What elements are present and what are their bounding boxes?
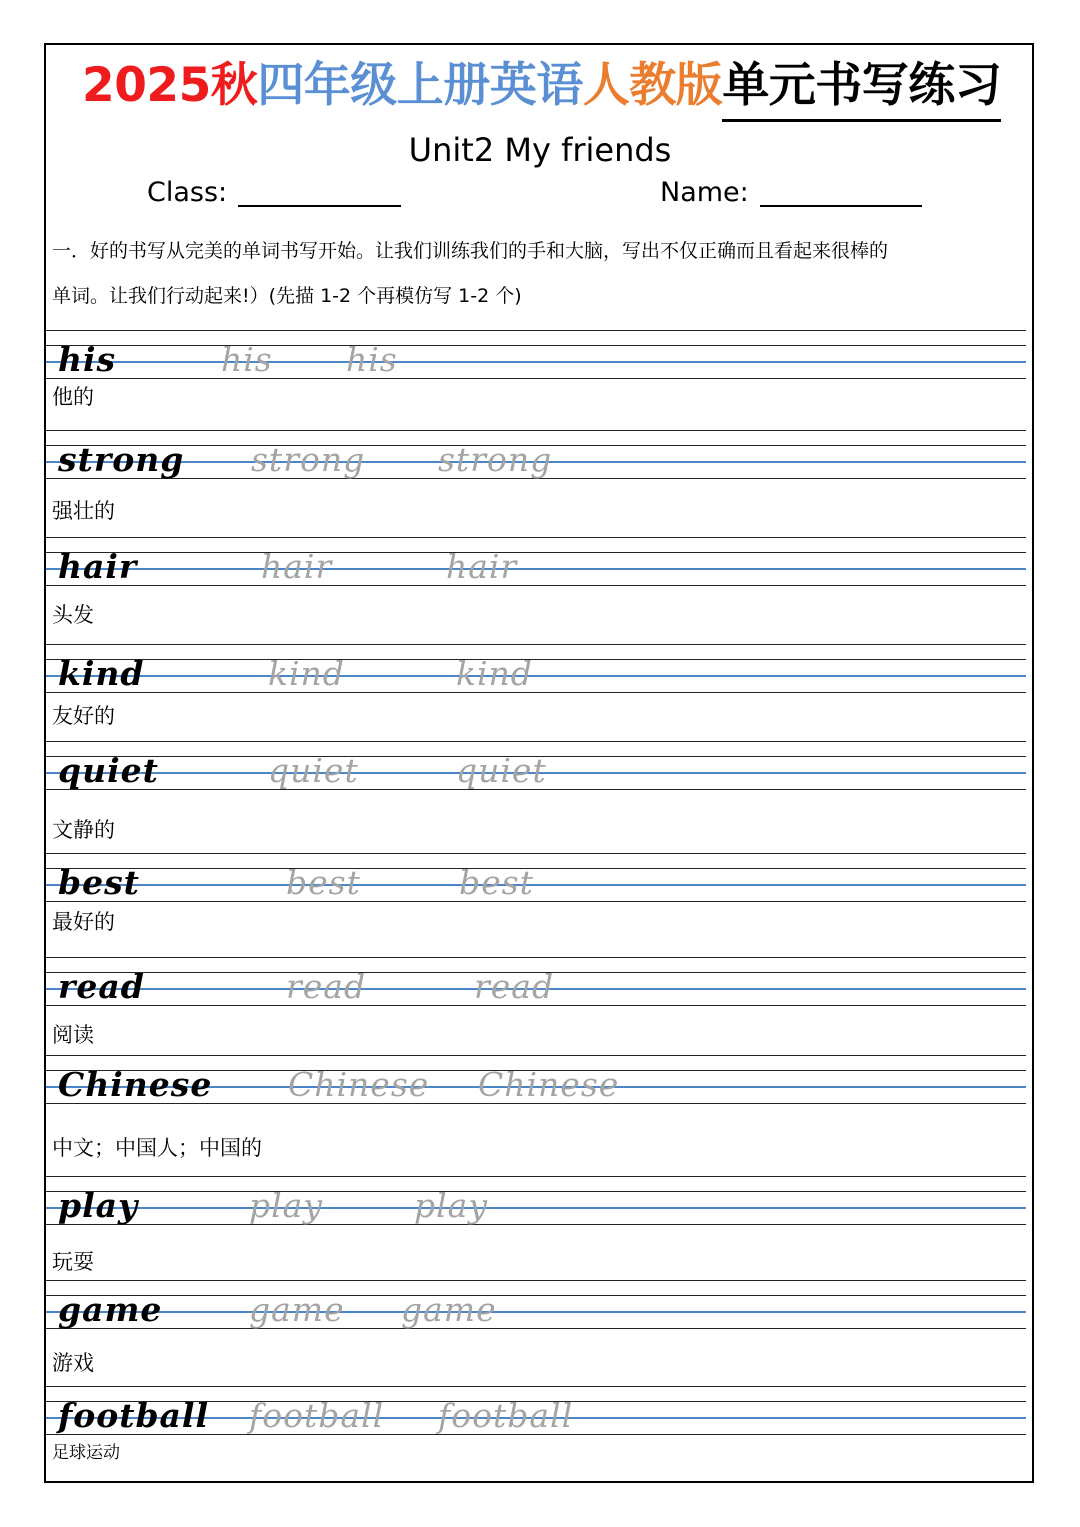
ruling-line <box>46 537 1026 538</box>
ruling-line <box>46 585 1026 586</box>
trace-word: read <box>474 967 555 1006</box>
trace-word: game <box>249 1290 345 1329</box>
model-word: quiet <box>58 751 159 790</box>
model-word: best <box>58 863 140 902</box>
writing-row[interactable] <box>46 537 1026 587</box>
writing-row[interactable] <box>46 741 1026 791</box>
ruling-line <box>46 1386 1026 1387</box>
title-year: 2025秋 <box>82 58 258 113</box>
trace-word: football <box>249 1396 385 1435</box>
title-exercise: 单元书写练习 <box>722 54 1001 122</box>
word-meaning: 足球运动 <box>52 1443 120 1463</box>
ruling-line <box>46 1224 1026 1225</box>
word-meaning: 最好的 <box>52 910 115 934</box>
ruling-line <box>46 430 1026 431</box>
word-meaning: 阅读 <box>52 1023 94 1047</box>
writing-row[interactable] <box>46 1176 1026 1226</box>
trace-word: game <box>401 1290 497 1329</box>
writing-row[interactable] <box>46 330 1026 380</box>
writing-row[interactable] <box>46 1280 1026 1330</box>
ruling-line <box>46 552 1026 553</box>
word-meaning: 中文；中国人；中国的 <box>52 1136 262 1160</box>
ruling-line <box>46 901 1026 902</box>
trace-word: Chinese <box>288 1065 430 1104</box>
trace-word: read <box>286 967 367 1006</box>
writing-row[interactable] <box>46 430 1026 480</box>
trace-word: quiet <box>456 751 547 790</box>
ruling-line <box>46 1280 1026 1281</box>
ruling-line <box>46 378 1026 379</box>
trace-word: best <box>286 863 361 902</box>
page-title <box>82 54 1001 118</box>
model-word: play <box>58 1186 139 1225</box>
trace-word: hair <box>261 547 333 586</box>
model-word: kind <box>58 654 145 693</box>
ruling-line <box>46 741 1026 742</box>
word-meaning: 头发 <box>52 603 94 627</box>
ruling-line <box>46 1328 1026 1329</box>
title-edition: 人教版 <box>582 58 723 113</box>
model-word: Chinese <box>58 1065 213 1104</box>
word-meaning: 游戏 <box>52 1351 94 1375</box>
word-meaning: 强壮的 <box>52 499 115 523</box>
trace-word: best <box>459 863 534 902</box>
trace-word: football <box>438 1396 574 1435</box>
writing-row[interactable] <box>46 644 1026 694</box>
baseline-guide <box>46 361 1026 363</box>
writing-row[interactable] <box>46 1386 1026 1436</box>
name-label: Name: <box>660 177 749 208</box>
ruling-line <box>46 692 1026 693</box>
word-meaning: 文静的 <box>52 818 115 842</box>
ruling-line <box>46 1191 1026 1192</box>
model-word: strong <box>58 440 185 479</box>
trace-word: kind <box>268 654 345 693</box>
ruling-line <box>46 1295 1026 1296</box>
model-word: his <box>58 340 117 379</box>
instruction-line-1: 一．好的书写从完美的单词书写开始。让我们训练我们的手和大脑，写出不仅正确而且看起来很棒的 <box>52 240 889 262</box>
word-meaning: 友好的 <box>52 704 115 728</box>
baseline-guide <box>46 1311 1026 1313</box>
writing-row[interactable] <box>46 957 1026 1007</box>
model-word: game <box>58 1290 163 1329</box>
trace-word: play <box>249 1186 323 1225</box>
baseline-guide <box>46 568 1026 570</box>
ruling-line <box>46 644 1026 645</box>
trace-word: his <box>346 340 398 379</box>
class-label: Class: <box>147 177 228 208</box>
ruling-line <box>46 957 1026 958</box>
trace-word: his <box>221 340 273 379</box>
word-meaning: 他的 <box>52 385 94 409</box>
baseline-guide <box>46 675 1026 677</box>
instruction-line-2: 单词。让我们行动起来!）(先描 1-2 个再模仿写 1-2 个) <box>52 285 522 307</box>
class-field[interactable] <box>238 205 401 207</box>
trace-word: strong <box>438 440 553 479</box>
ruling-line <box>46 345 1026 346</box>
writing-row[interactable] <box>46 853 1026 903</box>
unit-title: Unit2 My friends <box>408 131 672 169</box>
word-meaning: 玩耍 <box>52 1250 94 1274</box>
model-word: read <box>58 967 145 1006</box>
writing-row[interactable] <box>46 1055 1026 1105</box>
trace-word: quiet <box>268 751 359 790</box>
ruling-line <box>46 1176 1026 1177</box>
trace-word: hair <box>446 547 518 586</box>
ruling-line <box>46 853 1026 854</box>
title-grade: 四年级上册英语 <box>257 58 583 113</box>
name-field[interactable] <box>760 205 922 207</box>
trace-word: Chinese <box>478 1065 620 1104</box>
ruling-line <box>46 659 1026 660</box>
model-word: hair <box>58 547 138 586</box>
ruling-line <box>46 330 1026 331</box>
ruling-line <box>46 1055 1026 1056</box>
ruling-line <box>46 868 1026 869</box>
trace-word: play <box>414 1186 488 1225</box>
trace-word: kind <box>456 654 533 693</box>
baseline-guide <box>46 1207 1026 1209</box>
baseline-guide <box>46 884 1026 886</box>
trace-word: strong <box>251 440 366 479</box>
model-word: football <box>58 1396 209 1435</box>
